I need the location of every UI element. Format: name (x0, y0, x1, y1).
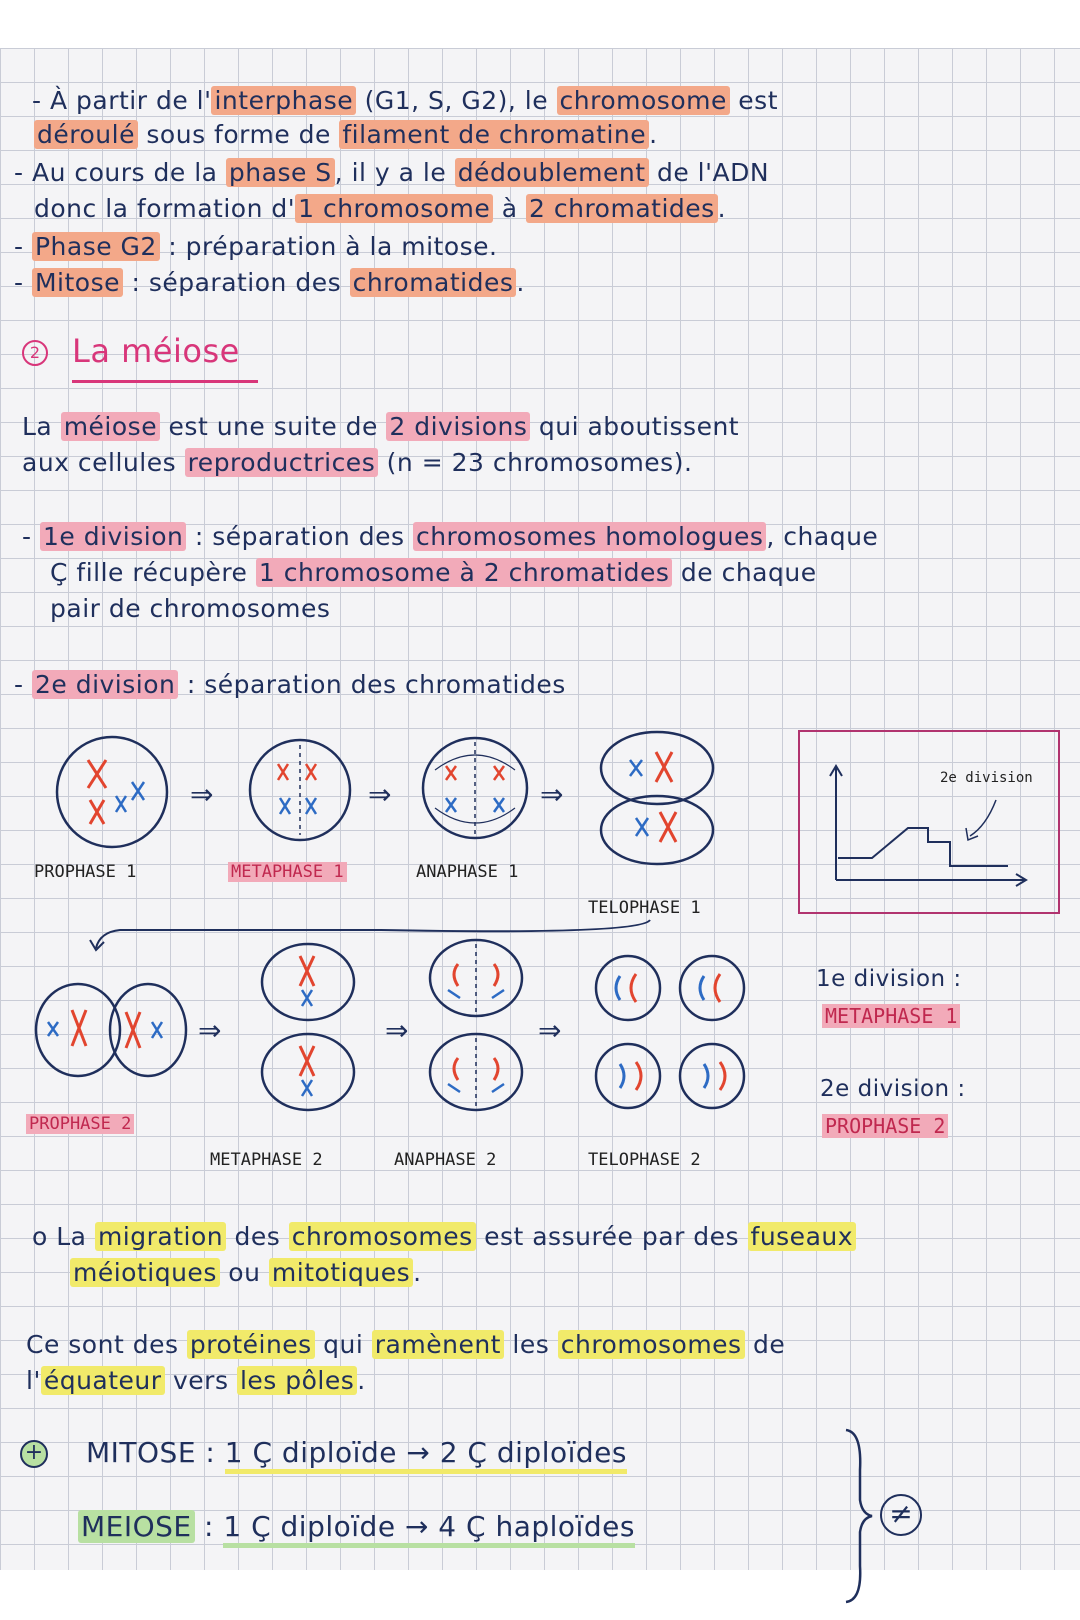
note-1-value: METAPHASE 1 (822, 1004, 960, 1028)
cell-metaphase-2 (262, 944, 354, 1110)
graph-label: 2e division (940, 770, 1033, 786)
proteins-line-2: l' équateur vers les pôles . (26, 1366, 366, 1395)
dna-graph-frame (798, 730, 1060, 914)
text-line-1: - À partir de l' interphase (G1, S, G2), le chromosome est (32, 86, 779, 115)
label-telophase-1: TELOPHASE 1 (588, 898, 701, 918)
label-telophase-2: TELOPHASE 2 (588, 1150, 701, 1170)
mitose-row: MITOSE : 1 Ç diploïde → 2 Ç diploïdes (86, 1438, 627, 1468)
note-2-value: PROPHASE 2 (822, 1114, 948, 1138)
arrow-1: ⇒ (190, 778, 214, 811)
migration-line-1: o La migration des chromosomes est assurée par des fuseaux (32, 1222, 856, 1252)
cell-anaphase-2 (430, 940, 522, 1110)
cell-anaphase-1 (423, 738, 527, 838)
arrow-6: ⇒ (538, 1014, 562, 1047)
label-metaphase-2: METAPHASE 2 (210, 1150, 323, 1170)
arrow-5: ⇒ (385, 1014, 409, 1047)
meiose-row: MEIOSE : 1 Ç diploïde → 4 Ç haploïdes (78, 1512, 635, 1542)
label-metaphase-1: METAPHASE 1 (228, 862, 347, 882)
cell-metaphase-1 (250, 740, 350, 840)
arrow-3: ⇒ (540, 778, 564, 811)
cell-telophase-1 (601, 732, 713, 864)
cell-prophase-1 (57, 737, 167, 847)
text-line-3: - Au cours de la phase S , il y a le dédoublement de l'ADN (14, 158, 770, 187)
note-1-title: 1e division : (816, 966, 962, 992)
plus-icon: + (20, 1440, 48, 1468)
migration-line-2: méiotiques ou mitotiques . (70, 1258, 422, 1288)
label-prophase-1: PROPHASE 1 (34, 862, 137, 882)
arrow-4: ⇒ (198, 1014, 222, 1047)
summary-bracket (846, 1430, 872, 1602)
label-anaphase-1: ANAPHASE 1 (416, 862, 519, 882)
arrow-2: ⇒ (368, 778, 392, 811)
text-line-2: déroulé sous forme de filament de chromatine . (34, 120, 658, 150)
not-equal-icon: ≠ (880, 1494, 922, 1536)
division-1-line-2: Ç fille récupère 1 chromosome à 2 chromatides de chaque (50, 558, 817, 587)
section-number: 2 (22, 340, 48, 366)
section-title: La méiose (72, 332, 240, 370)
cell-telophase-2 (596, 956, 744, 1108)
text-line-6: - Mitose : séparation des chromatides . (14, 268, 525, 297)
label-prophase-2: PROPHASE 2 (26, 1114, 134, 1134)
text-line-5: - Phase G2 : préparation à la mitose. (14, 232, 498, 261)
note-2-title: 2e division : (820, 1076, 966, 1102)
proteins-line-1: Ce sont des protéines qui ramènent les chromosomes de (26, 1330, 786, 1359)
return-arrow (96, 920, 650, 948)
division-1-line-1: - 1e division : séparation des chromosomes homologues , chaque (22, 522, 879, 551)
cell-prophase-2 (36, 984, 186, 1076)
label-anaphase-2: ANAPHASE 2 (394, 1150, 497, 1170)
definition-line-2: aux cellules reproductrices (n = 23 chromosomes). (22, 448, 693, 477)
text-line-4: donc la formation d' 1 chromosome à 2 chromatides . (34, 194, 727, 223)
definition-line-1: La méiose est une suite de 2 divisions qui aboutissent (22, 412, 740, 441)
division-2-line: - 2e division : séparation des chromatides (14, 670, 566, 699)
division-1-line-3: pair de chromosomes (50, 594, 331, 623)
